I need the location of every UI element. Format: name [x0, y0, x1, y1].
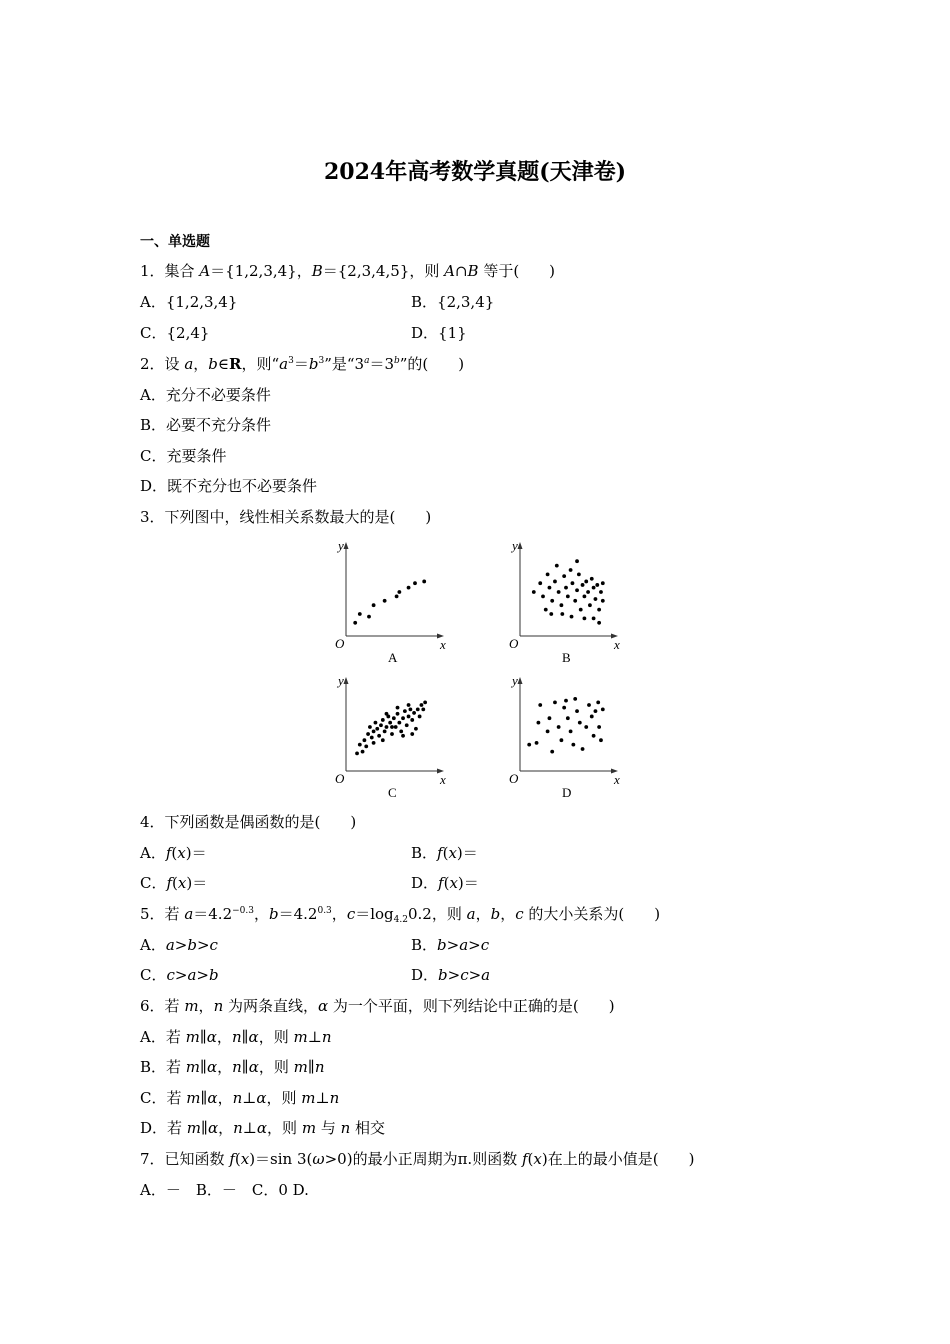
data-point	[361, 750, 365, 754]
data-point	[566, 595, 570, 599]
data-point	[399, 730, 403, 734]
data-point	[366, 732, 370, 736]
plot-caption: D	[562, 785, 572, 798]
data-point	[375, 727, 379, 731]
data-point	[562, 706, 566, 710]
data-point	[372, 741, 376, 745]
data-point	[420, 703, 424, 707]
data-point	[385, 725, 389, 729]
data-point	[553, 700, 557, 704]
data-point	[527, 743, 531, 747]
page-title: 2024年高考数学真题(天津卷)	[323, 159, 627, 185]
data-point	[355, 752, 359, 756]
data-point	[405, 723, 409, 727]
data-point	[594, 709, 598, 713]
data-point	[410, 732, 414, 736]
y-axis-label: y	[512, 538, 518, 553]
data-point	[597, 725, 601, 729]
data-point	[586, 590, 590, 594]
data-point	[407, 715, 411, 719]
data-point	[569, 568, 573, 572]
data-point	[590, 577, 594, 581]
origin-label: O	[509, 636, 519, 651]
question-2-stem: 2．设 a，b∈R，则“$a^3=b^3$”是“$3^a=3^b$”的( )	[140, 355, 465, 373]
data-point	[538, 703, 542, 707]
plot-caption: A	[388, 650, 398, 663]
data-point	[584, 725, 588, 729]
question-6-stem: 6．若 m，n 为两条直线，α 为一个平面，则下列结论中正确的是( )	[140, 997, 615, 1015]
data-point	[575, 559, 579, 563]
data-point	[372, 603, 376, 607]
data-point	[560, 738, 564, 742]
q1-option-a: A．{1,2,3,4}	[140, 293, 238, 311]
data-point	[535, 741, 539, 745]
data-point	[418, 715, 422, 719]
data-point	[592, 734, 596, 738]
data-point	[358, 612, 362, 616]
data-point	[578, 721, 582, 725]
data-point	[566, 716, 570, 720]
data-point	[584, 580, 588, 584]
data-point	[599, 590, 603, 594]
data-point	[575, 588, 579, 592]
data-point	[410, 718, 414, 722]
data-point	[372, 730, 376, 734]
data-point	[379, 723, 383, 727]
q6-option-d: D．若 m∥α，n⊥α，则 m 与 n 相交	[140, 1119, 386, 1137]
x-axis-label: x	[614, 637, 620, 652]
data-point	[367, 615, 371, 619]
data-point	[555, 564, 559, 568]
data-point	[383, 599, 387, 603]
data-point	[571, 743, 575, 747]
q1-option-d: D．{1}	[411, 324, 467, 342]
scatter-plot-d	[504, 673, 624, 798]
data-point	[550, 750, 554, 754]
data-point	[557, 725, 561, 729]
q6-option-b: B．若 m∥α，n∥α，则 m∥n	[140, 1058, 325, 1076]
data-point	[385, 712, 389, 716]
data-point	[601, 581, 605, 585]
data-point	[560, 612, 564, 616]
data-point	[353, 621, 357, 625]
data-point	[564, 699, 568, 703]
data-point	[597, 621, 601, 625]
data-point	[532, 590, 536, 594]
data-point	[381, 738, 385, 742]
data-point	[573, 599, 577, 603]
data-point	[397, 590, 401, 594]
data-point	[422, 580, 426, 584]
y-axis-arrow	[518, 542, 523, 549]
data-point	[423, 700, 427, 704]
data-point	[416, 708, 420, 712]
plot-caption: C	[388, 785, 397, 798]
data-point	[368, 725, 372, 729]
data-point	[358, 743, 362, 747]
q6-option-c: C．若 m∥α，n⊥α，则 m⊥n	[140, 1089, 340, 1107]
data-point	[570, 615, 574, 619]
q1-option-b: B．{2,3,4}	[411, 293, 495, 311]
origin-label: O	[509, 771, 519, 786]
data-point	[583, 595, 587, 599]
data-point	[401, 734, 405, 738]
data-point	[601, 599, 605, 603]
scatter-svg	[330, 538, 450, 663]
data-point	[374, 721, 378, 725]
data-point	[363, 738, 367, 742]
q5-option-a: A．a>b>c	[140, 936, 218, 954]
origin-label: O	[335, 636, 345, 651]
x-axis-label: x	[440, 637, 446, 652]
data-point	[587, 703, 591, 707]
data-point	[595, 583, 599, 587]
data-point	[537, 721, 541, 725]
scatter-plot-a	[330, 538, 450, 663]
data-point	[562, 574, 566, 578]
data-point	[407, 703, 411, 707]
y-axis-arrow	[518, 677, 523, 684]
data-point	[588, 603, 592, 607]
scatter-svg	[504, 673, 624, 798]
data-point	[550, 599, 554, 603]
data-point	[571, 581, 575, 585]
data-point	[599, 738, 603, 742]
data-point	[594, 597, 598, 601]
data-point	[541, 595, 545, 599]
data-point	[409, 708, 413, 712]
y-axis-label: y	[338, 673, 344, 688]
q5-option-c: C．c>a>b	[140, 966, 219, 984]
scatter-svg	[330, 673, 450, 798]
data-point	[546, 730, 550, 734]
data-point	[538, 581, 542, 585]
data-point	[581, 583, 585, 587]
data-point	[396, 712, 400, 716]
data-point	[401, 716, 405, 720]
data-point	[392, 716, 396, 720]
data-point	[569, 730, 573, 734]
data-point	[564, 586, 568, 590]
data-point	[397, 721, 401, 725]
data-point	[383, 730, 387, 734]
data-point	[590, 715, 594, 719]
data-point	[579, 608, 583, 612]
data-point	[412, 711, 416, 715]
q2-option-a: A．充分不必要条件	[140, 386, 271, 404]
data-point	[549, 612, 553, 616]
data-point	[403, 709, 407, 713]
y-axis-arrow	[344, 542, 349, 549]
q2-option-d: D．既不充分也不必要条件	[140, 477, 318, 495]
q4-option-d: D．f(x)＝	[411, 874, 479, 892]
data-point	[592, 617, 596, 621]
data-point	[583, 617, 587, 621]
data-point	[407, 586, 411, 590]
q1-option-c: C．{2,4}	[140, 324, 210, 342]
q5-option-b: B．b>a>c	[411, 936, 490, 954]
question-5-stem: 5．若 $a=4.2^{-0.3}$，$b=4.2^{0.3}$，$c=\log_{4.2}0.2$，则 a，b，c 的大小关系为( )	[140, 905, 661, 925]
data-point	[596, 700, 600, 704]
data-point	[557, 590, 561, 594]
origin-label: O	[335, 771, 345, 786]
q4-option-c: C．f(x)＝	[140, 874, 208, 892]
x-axis-label: x	[614, 772, 620, 787]
scatter-plot-c	[330, 673, 450, 798]
question-4-stem: 4．下列函数是偶函数的是( )	[140, 813, 357, 831]
y-axis-label: y	[512, 673, 518, 688]
data-point	[421, 708, 425, 712]
data-point	[546, 573, 550, 577]
data-point	[544, 608, 548, 612]
data-point	[414, 727, 418, 731]
plot-caption: B	[562, 650, 571, 663]
data-point	[575, 709, 579, 713]
q6-option-a: A．若 m∥α，n∥α，则 m⊥n	[140, 1028, 332, 1046]
q4-option-b: B．f(x)＝	[411, 844, 478, 862]
data-point	[388, 721, 392, 725]
data-point	[413, 581, 417, 585]
y-axis-arrow	[344, 677, 349, 684]
question-7-stem: 7．已知函数 f(x)＝sin 3(ω>0)的最小正周期为π.则函数 f(x)在上的最小值是( )	[140, 1150, 695, 1168]
section-heading: 一、单选题	[140, 234, 210, 250]
data-point	[592, 586, 596, 590]
data-point	[597, 608, 601, 612]
question-3-stem: 3．下列图中，线性相关系数最大的是( )	[140, 508, 432, 526]
data-point	[548, 586, 552, 590]
q7-options: A．－ B．－ C．0 D.	[140, 1181, 309, 1199]
data-point	[390, 725, 394, 729]
data-point	[560, 603, 564, 607]
data-point	[581, 747, 585, 751]
data-point	[377, 734, 381, 738]
scatter-plot-b	[504, 538, 624, 663]
data-point	[553, 580, 557, 584]
data-point	[601, 708, 605, 712]
question-1-stem: 1．集合 A＝{1,2,3,4}，B＝{2,3,4,5}，则 A∩B 等于( )	[140, 262, 556, 280]
q4-option-a: A．f(x)＝	[140, 844, 207, 862]
data-point	[390, 732, 394, 736]
data-point	[364, 744, 368, 748]
data-point	[396, 706, 400, 710]
q2-option-b: B．必要不充分条件	[140, 416, 272, 434]
data-point	[395, 595, 399, 599]
q5-option-d: D．b>c>a	[411, 966, 491, 984]
x-axis-label: x	[440, 772, 446, 787]
y-axis-label: y	[338, 538, 344, 553]
data-point	[394, 725, 398, 729]
data-point	[577, 573, 581, 577]
data-point	[548, 716, 552, 720]
q2-option-c: C．充要条件	[140, 447, 227, 465]
data-point	[370, 736, 374, 740]
data-point	[381, 718, 385, 722]
scatter-svg	[504, 538, 624, 663]
data-point	[573, 697, 577, 701]
